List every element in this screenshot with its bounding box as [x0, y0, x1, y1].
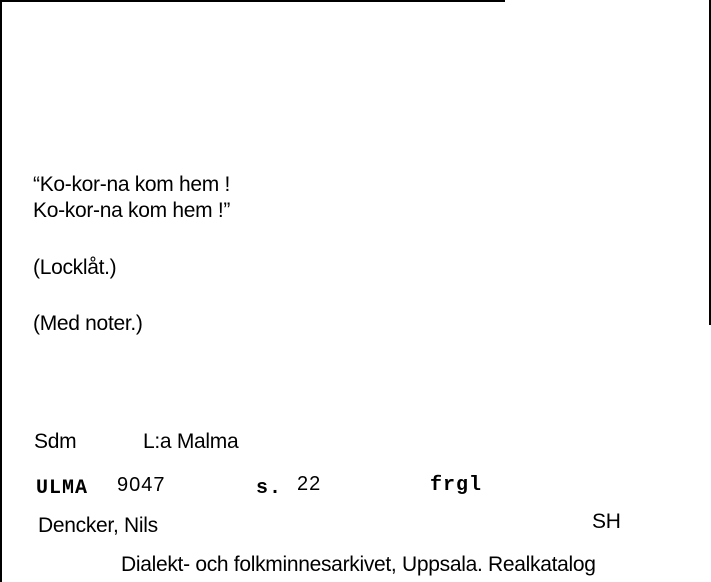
province-code: Sdm — [34, 430, 77, 453]
page-number: 22 — [297, 473, 322, 495]
note-type: (Locklåt.) — [33, 256, 117, 279]
archive-code: ULMA — [36, 477, 89, 500]
collector-name: Dencker, Nils — [38, 514, 158, 537]
recorder-initials: SH — [592, 510, 621, 533]
page-label: s. — [256, 477, 283, 500]
verse-line-1: “Ko-kor-na kom hem ! — [33, 173, 231, 196]
card-left-edge — [0, 0, 2, 582]
category-code: frgl — [430, 474, 483, 497]
parish-name: L:a Malma — [143, 430, 239, 453]
note-music: (Med noter.) — [33, 312, 143, 335]
card-top-edge — [0, 0, 505, 2]
archive-number: 9047 — [117, 474, 166, 496]
archive-footer: Dialekt- och folkminnesarkivet, Uppsala. Realkatalog — [121, 553, 596, 576]
verse-line-2: Ko-kor-na kom hem !” — [33, 199, 231, 222]
